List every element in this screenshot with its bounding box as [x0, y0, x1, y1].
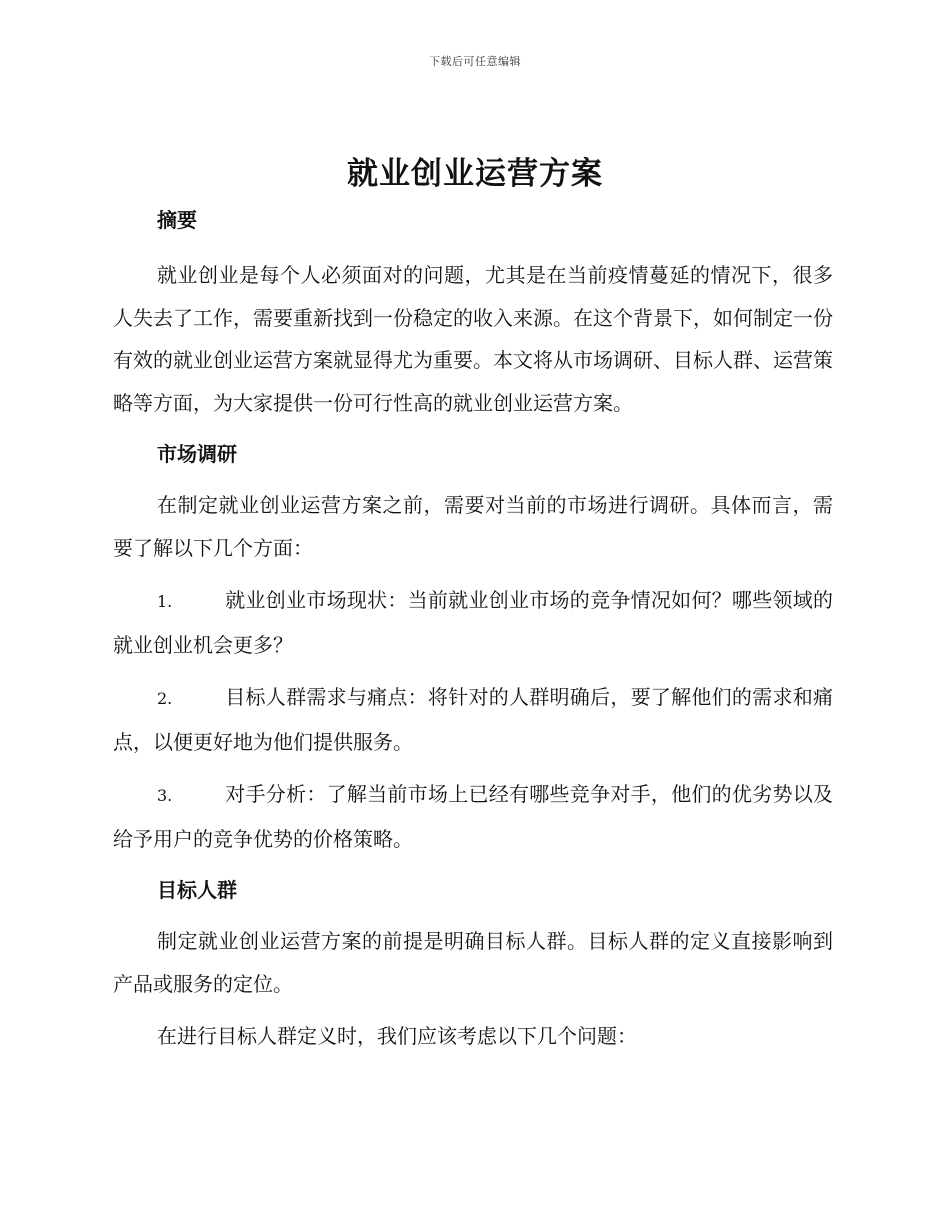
section-heading-market-research: 市场调研: [157, 442, 237, 466]
section-heading-target-group: 目标人群: [157, 878, 237, 902]
list-item-number: 2.: [157, 689, 173, 708]
abstract-paragraph: 就业创业是每个人必须面对的问题，尤其是在当前疫情蔓延的情况下，很多人失去了工作，需要重新找到一份稳定的收入来源。在这个背景下，如何制定一份有效的就业创业运营方案就显得尤为重要。本文将从市场调研、目标人群、运营策略等方面，为大家提供一份可行性高的就业创业运营方案。: [113, 263, 833, 415]
list-item-number: 3.: [157, 786, 173, 805]
list-item: [113, 773, 833, 860]
list-item: [113, 676, 833, 763]
list-item-text: 对手分析：了解当前市场上已经有哪些竞争对手，他们的优劣势以及给予用户的竞争优势的价格策略。: [113, 782, 833, 851]
target-group-paragraph-1: 制定就业创业运营方案的前提是明确目标人群。目标人群的定义直接影响到产品或服务的定位。: [113, 929, 833, 996]
list-item-number: 1.: [157, 592, 173, 611]
list-item-text: 目标人群需求与痛点：将针对的人群明确后，要了解他们的需求和痛点，以便更好地为他们提供服务。: [113, 685, 833, 754]
target-group-paragraph-2: 在进行目标人群定义时，我们应该考虑以下几个问题：: [157, 1024, 637, 1048]
document-title: 就业创业运营方案: [347, 156, 603, 192]
list-item-text: 就业创业市场现状：当前就业创业市场的竞争情况如何？哪些领域的就业创业机会更多？: [113, 588, 833, 657]
section-heading-abstract: 摘要: [157, 208, 197, 232]
document-body: [113, 200, 833, 1058]
list-item: [113, 579, 833, 666]
header-note: 下载后可任意编辑: [429, 55, 521, 68]
market-research-paragraph: 在制定就业创业运营方案之前，需要对当前的市场进行调研。具体而言，需要了解以下几个方面：: [113, 493, 833, 560]
